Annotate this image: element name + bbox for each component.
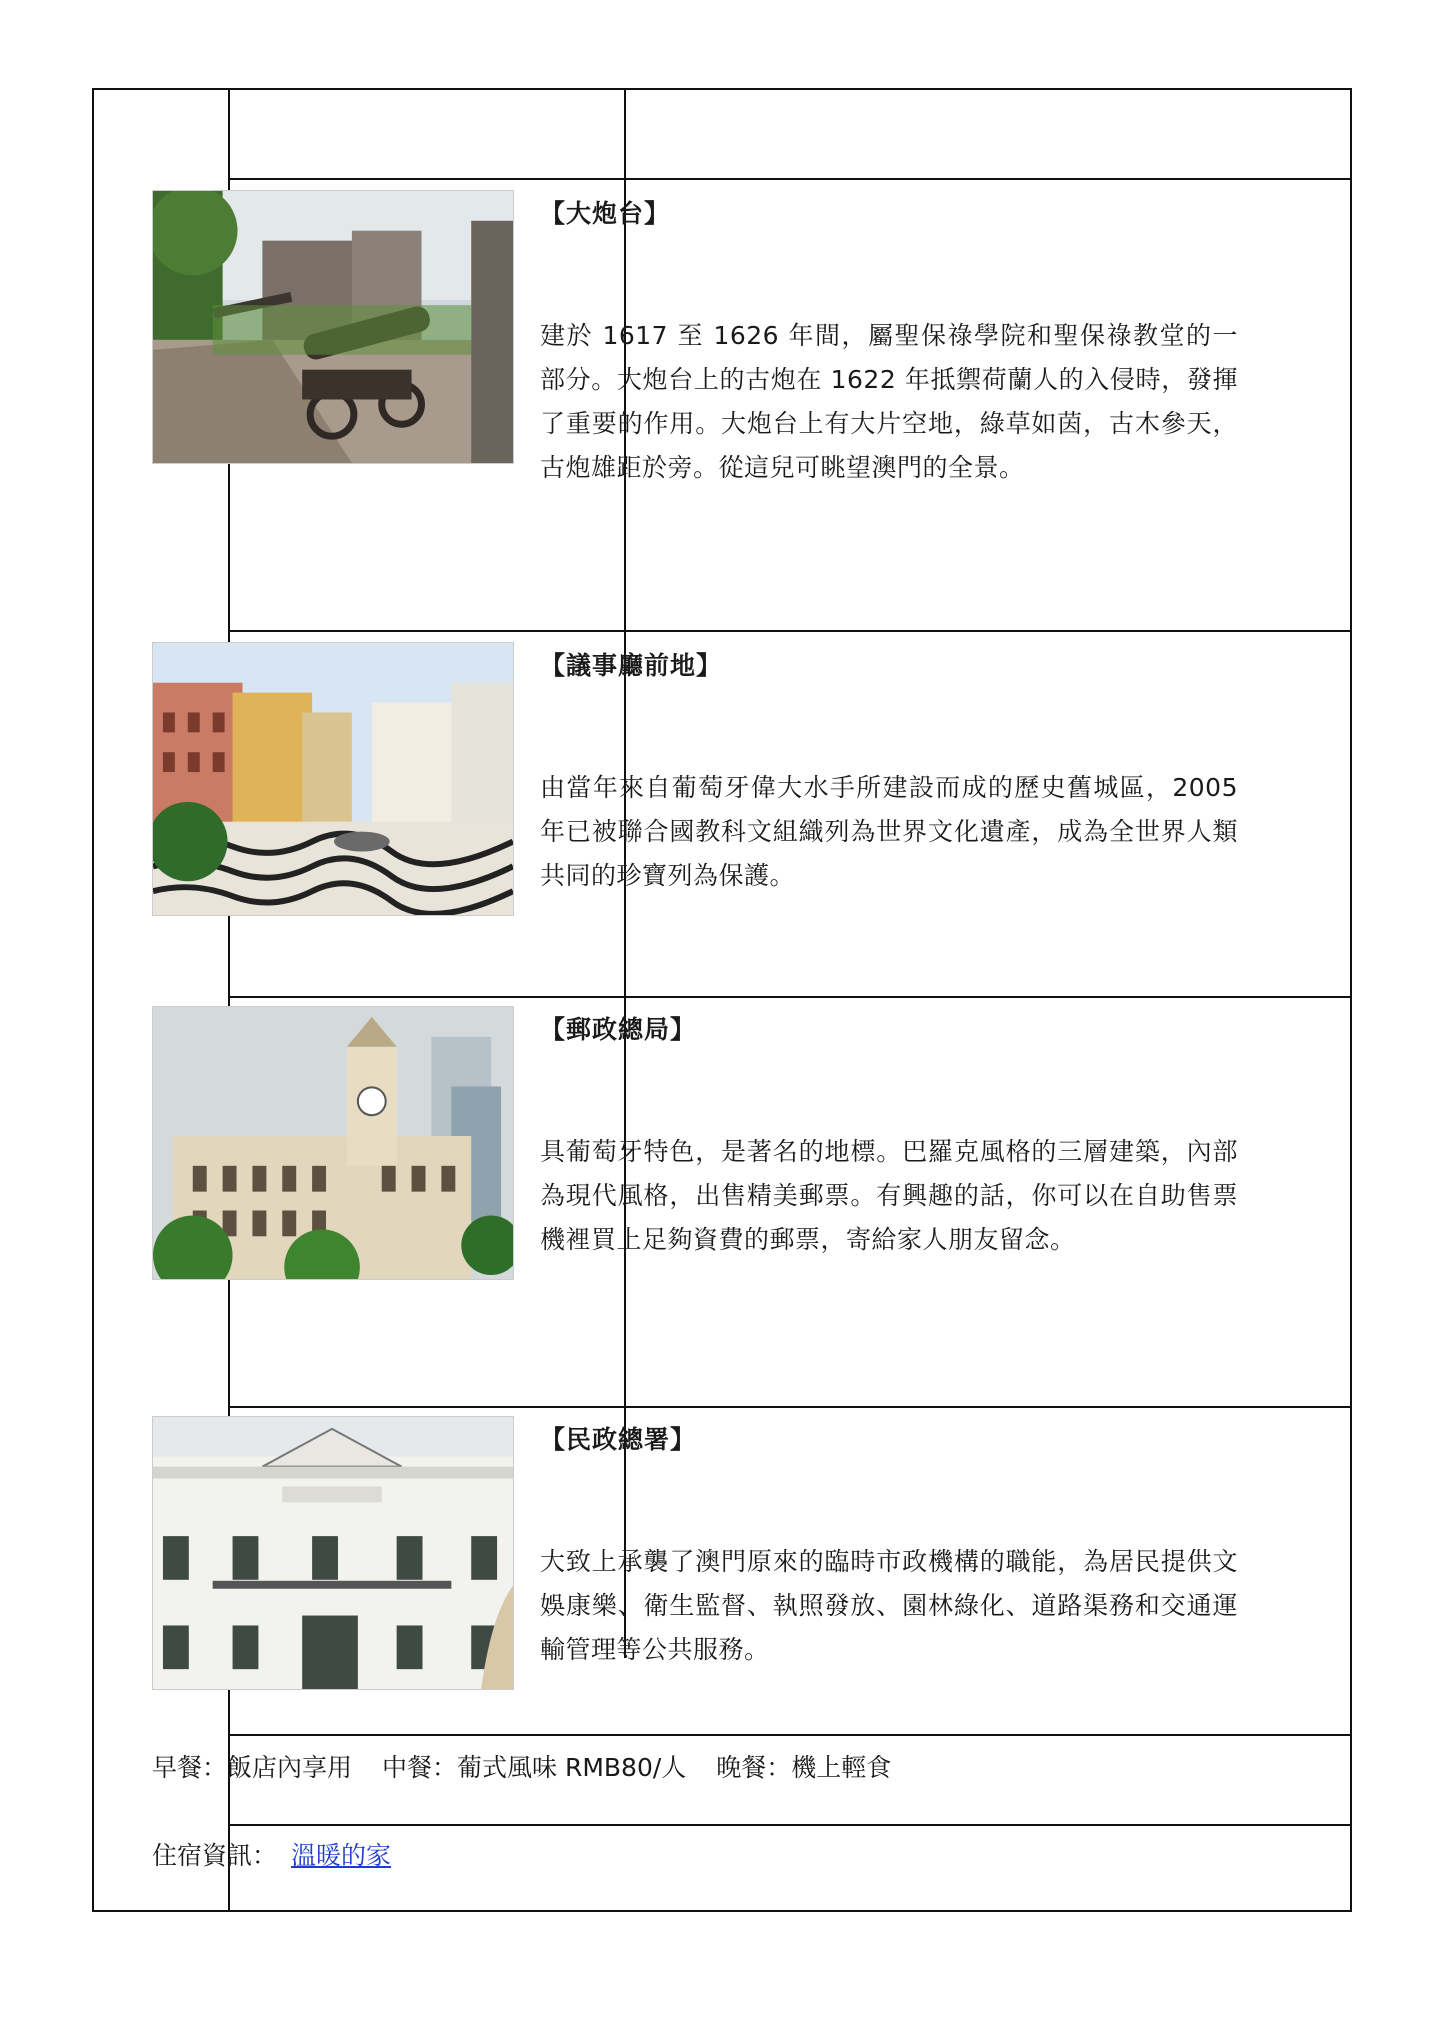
accommodation-link[interactable]: 溫暖的家 (291, 1841, 392, 1870)
attraction-description: 具葡萄牙特色，是著名的地標。巴羅克風格的三層建築，內部為現代風格，出售精美郵票。有興趣的話，你可以在自助售票機裡買上足夠資費的郵票，寄給家人朋友留念。 (540, 1137, 1238, 1254)
dinner-info: 晚餐：機上輕食 (716, 1753, 892, 1782)
attraction-description: 大致上承襲了澳門原來的臨時市政機構的職能，為居民提供文娛康樂、衛生監督、執照發放、園林綠化、道路渠務和交通運輸管理等公共服務。 (540, 1547, 1238, 1664)
post-office-photo (152, 1006, 514, 1280)
meals-row (152, 1748, 921, 1784)
accommodation-row (152, 1836, 391, 1872)
attraction-title: 【民政總署】 (540, 1425, 697, 1454)
row-divider (228, 996, 1350, 998)
row-divider (228, 1824, 1350, 1826)
attraction-title: 【郵政總局】 (540, 1015, 697, 1044)
attraction-title: 【大炮台】 (540, 199, 671, 228)
lunch-info: 中餐：葡式風味 RMB80/人 (382, 1753, 687, 1782)
civic-bureau-photo (152, 1416, 514, 1690)
row-divider (228, 1406, 1350, 1408)
attraction-description: 建於 1617 至 1626 年間，屬聖保祿學院和聖保祿教堂的一部分。大炮台上的古炮在 1622 年抵禦荷蘭人的入侵時，發揮了重要的作用。大炮台上有大片空地，綠草如茵，古木參天，古炮雄距於旁。從這兒可眺望澳門的全景。 (540, 321, 1238, 482)
row-divider (228, 630, 1350, 632)
senado-square-photo (152, 642, 514, 916)
row-divider (228, 1734, 1350, 1736)
row-divider (228, 178, 1350, 180)
breakfast-info: 早餐：飯店內享用 (152, 1753, 353, 1782)
attraction-title: 【議事廳前地】 (540, 651, 723, 680)
accommodation-label: 住宿資訊： (152, 1841, 278, 1870)
cannon-fortress-photo (152, 190, 514, 464)
attraction-description: 由當年來自葡萄牙偉大水手所建設而成的歷史舊城區，2005 年已被聯合國教科文組織列為世界文化遺產，成為全世界人類共同的珍寶列為保護。 (540, 773, 1238, 890)
